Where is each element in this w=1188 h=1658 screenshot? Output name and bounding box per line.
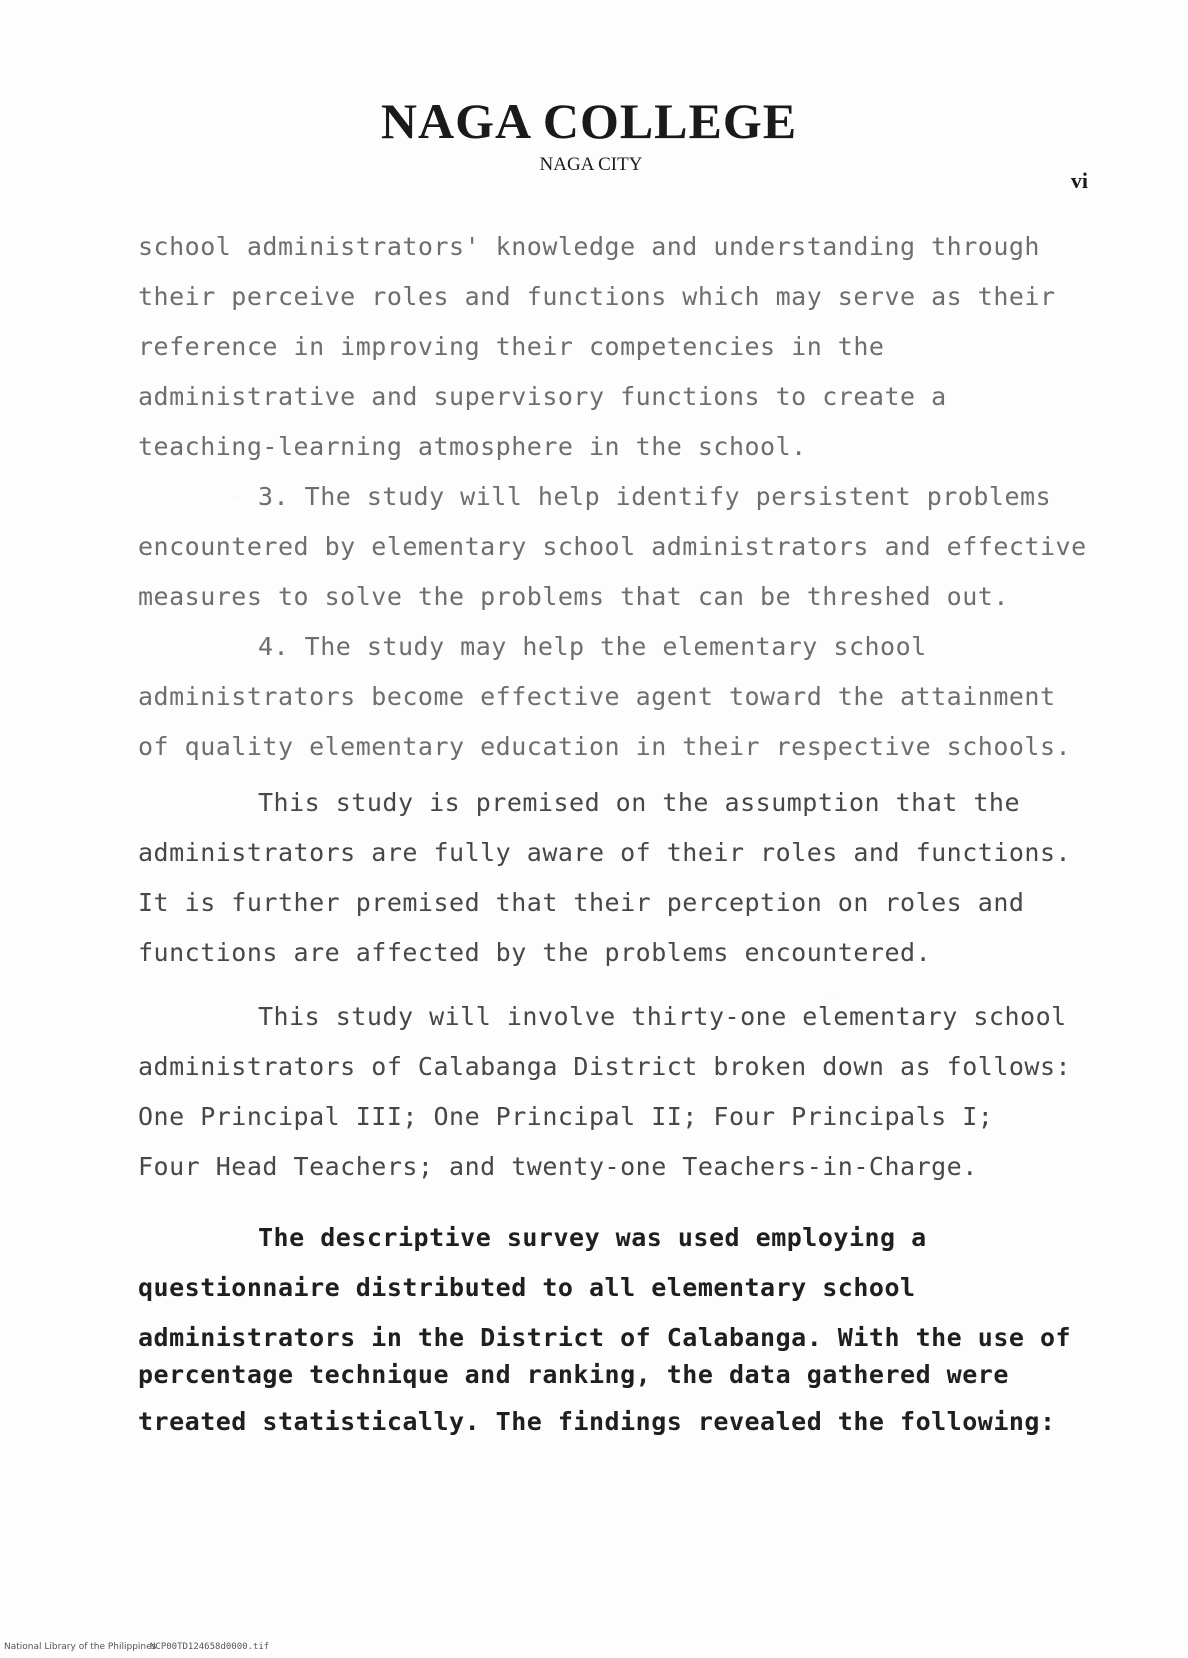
paragraph [138,632,1108,761]
text-line: administrators become effective agent toward the attainment [138,682,1056,711]
text-line: Four Head Teachers; and twenty-one Teachers-in-Charge. [138,1152,978,1181]
text-line: administrative and supervisory functions to create a [138,382,947,411]
paragraph [138,1223,1108,1436]
text-line: It is further premised that their perception on roles and [138,888,1025,917]
text-line: functions are affected by the problems encountered. [138,938,932,967]
paragraph [138,788,1108,967]
text-line: school administrators' knowledge and understanding through [138,232,1040,261]
text-line: of quality elementary education in their respective schools. [138,732,1072,761]
text-line: The descriptive survey was used employing a [258,1223,927,1252]
paragraph [138,482,1108,611]
body-text [138,232,1108,1436]
text-line: administrators are fully aware of their roles and functions. [138,838,1072,867]
text-line: encountered by elementary school administrators and effective [138,532,1087,561]
text-line: One Principal III; One Principal II; Four Principals I; [138,1102,994,1131]
paragraph [138,232,1108,461]
text-line: measures to solve the problems that can be threshed out. [138,582,1009,611]
text-line: This study is premised on the assumption that the [258,788,1021,817]
text-line: percentage technique and ranking, the data gathered were [138,1360,1009,1389]
text-line: administrators in the District of Calabanga. With the use of [138,1323,1072,1352]
text-line: reference in improving their competencies in the [138,332,885,361]
college-city: NAGA CITY [539,154,643,175]
text-line: teaching-learning atmosphere in the school. [138,432,807,461]
text-line: administrators of Calabanga District broken down as follows: [138,1052,1072,1081]
text-line: This study will involve thirty-one elementary school [258,1002,1067,1031]
library-footer: National Library of the Philippines [4,1642,157,1652]
text-line: 4. The study may help the elementary school [258,632,927,661]
file-code: NCP00TD124658d0000.tif [150,1642,270,1652]
letterhead [0,92,1188,176]
text-line: treated statistically. The findings revealed the following: [138,1407,1056,1436]
text-line: 3. The study will help identify persistent problems [258,482,1052,511]
paragraph [138,1002,1108,1181]
text-line: their perceive roles and functions which may serve as their [138,282,1056,311]
college-name: NAGA COLLEGE [380,93,798,149]
text-line: questionnaire distributed to all elementary school [138,1273,916,1302]
page-number: vi [1070,168,1088,193]
